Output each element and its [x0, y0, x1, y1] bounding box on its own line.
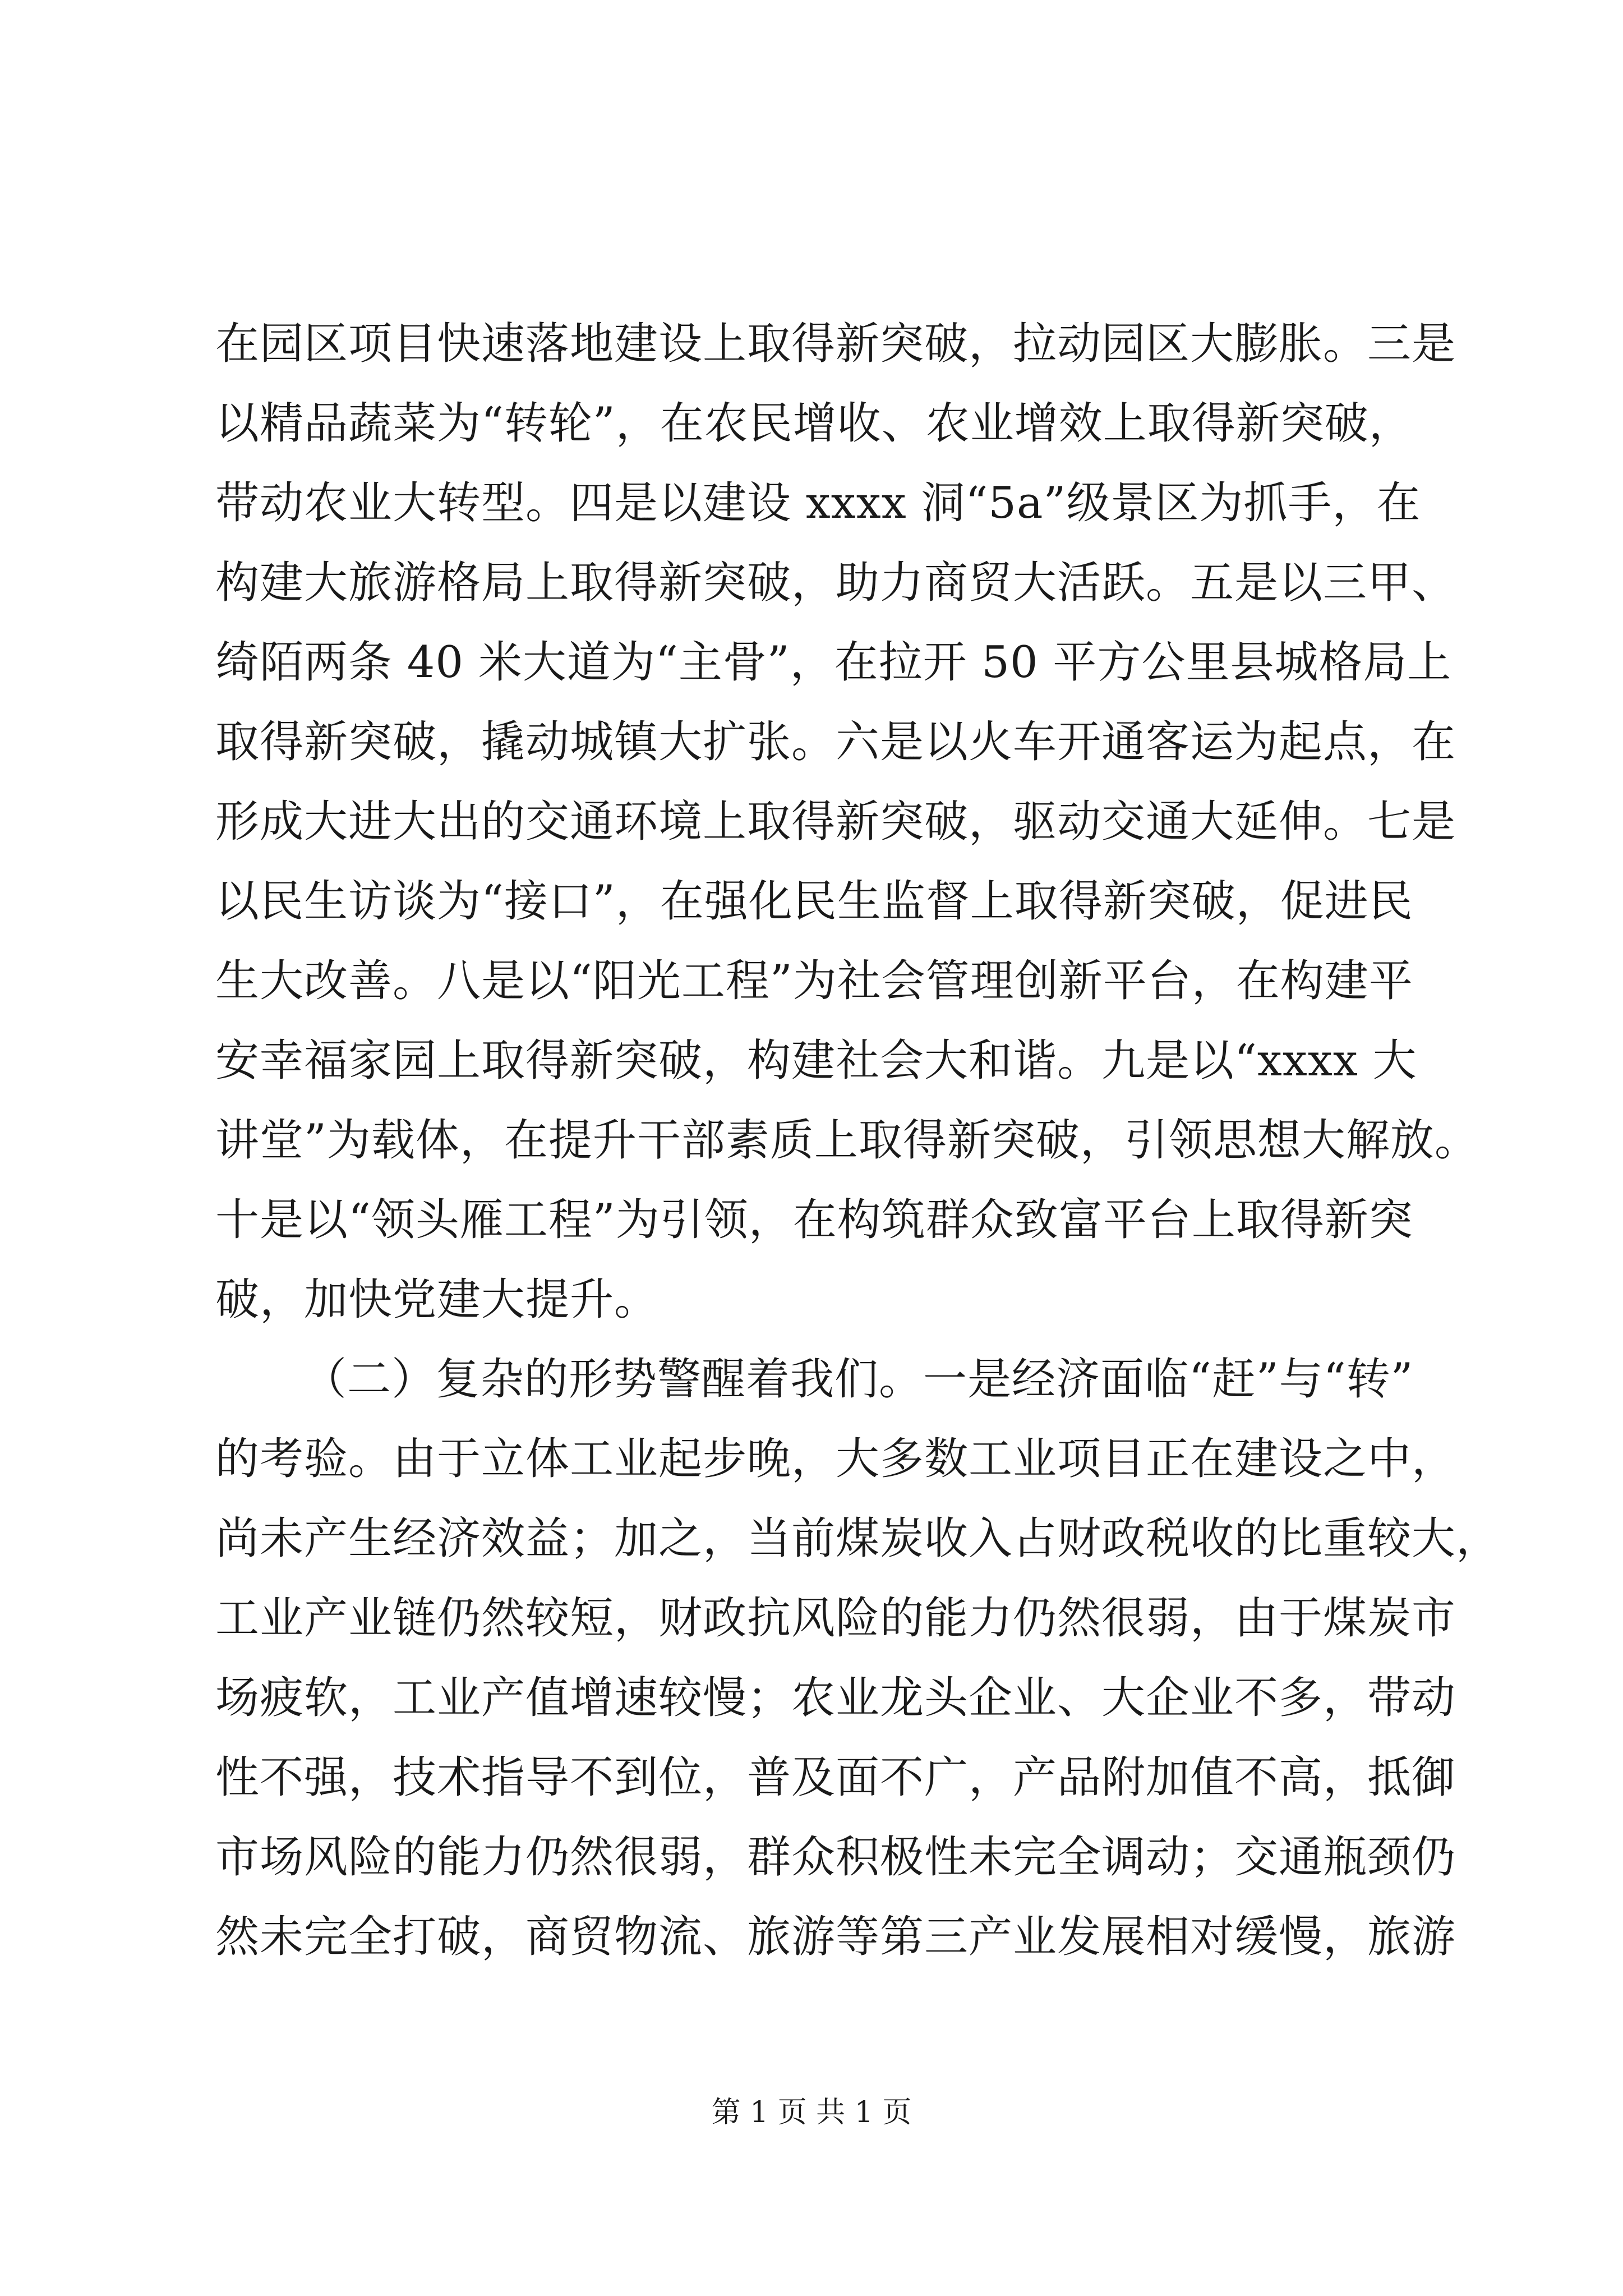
text-line: 在园区项目快速落地建设上取得新突破，拉动园区大膨胀。三是: [215, 319, 1456, 369]
text-line: 安幸福家园上取得新突破，构建社会大和谐。九是以“xxxx 大: [215, 1036, 1417, 1086]
text-line: 破，加快党建大提升。: [215, 1274, 659, 1325]
text-line: 然未完全打破，商贸物流、旅游等第三产业发展相对缓慢，旅游: [215, 1912, 1456, 1962]
page-footer: 第 1 页 共 1 页: [711, 2096, 912, 2129]
text-line: 形成大进大出的交通环境上取得新突破，驱动交通大延伸。七是: [215, 797, 1456, 847]
text-line: 以精品蔬菜为“转轮”，在农民增收、农业增效上取得新突破，: [215, 398, 1413, 449]
text-line: 以民生访谈为“接口”，在强化民生监督上取得新突破，促进民: [215, 876, 1413, 927]
text-line: 讲堂”为载体，在提升干部素质上取得新突破，引领思想大解放。: [215, 1115, 1479, 1166]
text-line: 性不强，技术指导不到位，普及面不广，产品附加值不高，抵御: [215, 1752, 1456, 1803]
text-line: 绮陌两条 40 米大道为“主骨”，在拉开 50 平方公里县城格局上: [215, 637, 1452, 688]
text-line: 生大改善。八是以“阳光工程”为社会管理创新平台，在构建平: [215, 956, 1413, 1006]
text-line: 的考验。由于立体工业起步晚，大多数工业项目正在建设之中，: [215, 1434, 1456, 1484]
text-line: 构建大旅游格局上取得新突破，助力商贸大活跃。五是以三甲、: [215, 558, 1456, 608]
text-line: 市场风险的能力仍然很弱，群众积极性未完全调动；交通瓶颈仍: [215, 1832, 1456, 1883]
text-line: 场疲软，工业产值增速较慢；农业龙头企业、大企业不多，带动: [215, 1673, 1456, 1723]
paragraph-start-line: （二）复杂的形势警醒着我们。一是经济面临“赶”与“转”: [303, 1354, 1414, 1405]
text-line: 十是以“领头雁工程”为引领，在构筑群众致富平台上取得新突: [215, 1195, 1413, 1245]
text-line: 尚未产生经济效益；加之，当前煤炭收入占财政税收的比重较大，: [215, 1513, 1501, 1564]
text-line: 带动农业大转型。四是以建设 xxxx 洞“5a”级景区为抓手，在: [215, 478, 1421, 528]
text-line: 取得新突破，撬动城镇大扩张。六是以火车开通客运为起点，在: [215, 717, 1456, 767]
text-line: 工业产业链仍然较短，财政抗风险的能力仍然很弱，由于煤炭市: [215, 1593, 1456, 1644]
